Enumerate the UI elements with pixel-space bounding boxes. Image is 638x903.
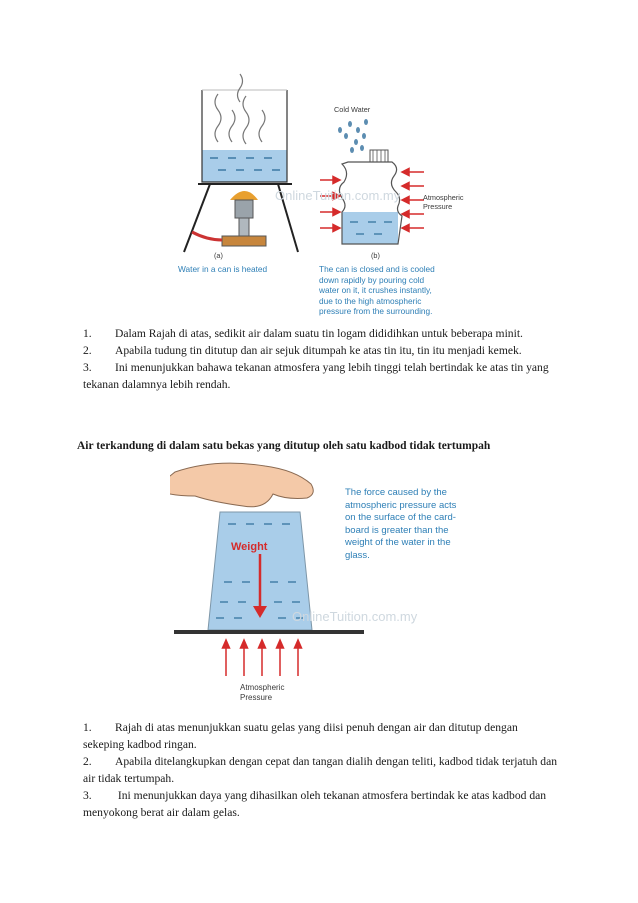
list-item: 3. Ini menunjukkan daya yang dihasilkan oleh tekanan atmosfera bertindak ke atas kadbod dan menyokong berat air dalam gelas. bbox=[83, 789, 549, 819]
figure-label-b: (b) bbox=[371, 251, 380, 260]
hand-icon bbox=[170, 463, 313, 507]
explanation-list-1 bbox=[83, 325, 561, 393]
explanation-list-2 bbox=[83, 719, 561, 821]
weight-label: Weight bbox=[231, 541, 268, 553]
steam-icon bbox=[215, 74, 265, 144]
figure2-watermark: OnlineTuition.com.my bbox=[292, 609, 418, 624]
caption-a: Water in a can is heated bbox=[178, 264, 268, 274]
figure1-watermark: OnlineTuition.com.my bbox=[275, 188, 401, 203]
upward-pressure-arrows-icon bbox=[223, 640, 302, 676]
list-item: 2. Apabila ditelangkupkan dengan cepat dan tangan dialih dengan teliti, kadbod tidak terjatuh dan air tidak tertumpah. bbox=[83, 755, 558, 785]
glass-diagram bbox=[170, 463, 364, 676]
figure-label-a: (a) bbox=[214, 251, 223, 260]
caption-b: The can is closed and is cooled down rapidly by pouring cold water on it, it crushes instantly, due to the high atmospheric pressure from the surrounding. bbox=[319, 264, 435, 316]
list-item: 1. Rajah di atas menunjukkan suatu gelas yang diisi penuh dengan air dan ditutup dengan sekeping kadbod ringan. bbox=[83, 721, 518, 751]
crushed-can-diagram bbox=[320, 119, 424, 244]
list-item: 3. Ini menunjukkan bahawa tekanan atmosfera yang lebih tinggi telah bertindak ke atas tin yang tekanan dalamnya lebih rendah. bbox=[83, 361, 549, 391]
section-heading: Air terkandung di dalam satu bekas yang ditutup oleh satu kadbod tidak tertumpah bbox=[77, 440, 491, 452]
figure2-pressure-label: Atmospheric Pressure bbox=[240, 683, 285, 702]
force-caption: The force caused by the atmospheric pressure acts on the surface of the card- board is greater than the weight of the water in the glass. bbox=[345, 487, 457, 561]
cold-water-label: Cold Water bbox=[334, 105, 371, 114]
list-item: 1. Dalam Rajah di atas, sedikit air dalam suatu tin logam dididihkan untuk beberapa minit. bbox=[83, 327, 523, 340]
figure1-pressure-label: Atmospheric Pressure bbox=[423, 193, 464, 211]
list-item: 2. Apabila tudung tin ditutup dan air sejuk ditumpah ke atas tin itu, tin itu menjadi kemek. bbox=[83, 344, 522, 357]
water-drops-icon bbox=[338, 119, 368, 153]
beaker-diagram bbox=[184, 74, 298, 252]
